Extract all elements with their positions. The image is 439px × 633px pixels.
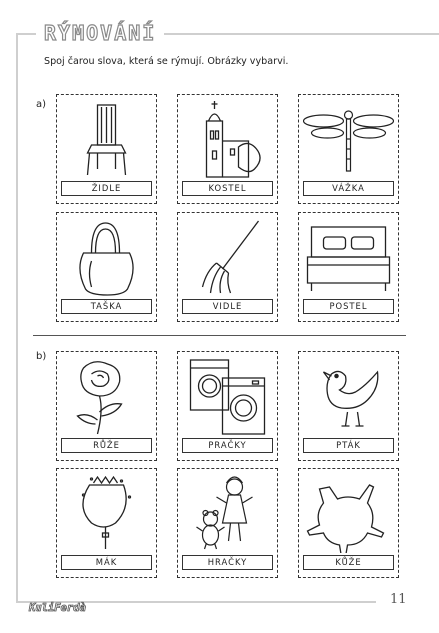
card-postel: [298, 212, 399, 322]
card-taska: [56, 212, 157, 322]
card-kostel: [177, 94, 278, 204]
card-kuze: [298, 468, 399, 578]
card-label: ŽIDLE: [61, 181, 152, 196]
card-label: MÁK: [61, 555, 152, 570]
card-mak: [56, 468, 157, 578]
card-label: PRAČKY: [182, 438, 273, 453]
card-label: POSTEL: [303, 299, 394, 314]
washing-machines-icon: [182, 356, 273, 436]
poppy-icon: [61, 473, 152, 553]
chair-icon: [61, 99, 152, 179]
section-divider: [33, 335, 406, 336]
section-a-label: a): [36, 99, 47, 110]
card-pracky: [177, 351, 278, 461]
card-vidle: [177, 212, 278, 322]
brand-logo: KuliFerdà: [29, 602, 86, 614]
pitchfork-icon: [182, 217, 273, 297]
dragonfly-icon: [303, 99, 394, 179]
church-icon: [182, 99, 273, 179]
toys-icon: [182, 473, 273, 553]
animal-skin-icon: [303, 473, 394, 553]
card-label: KŮŽE: [303, 555, 394, 570]
page-title: RÝMOVÁNÍ: [36, 18, 164, 48]
bird-icon: [303, 356, 394, 436]
card-ruze: [56, 351, 157, 461]
page-number: 11: [390, 592, 407, 607]
card-hracky: [177, 468, 278, 578]
section-b-label: b): [36, 351, 47, 362]
card-vazka: [298, 94, 399, 204]
card-label: VÁŽKA: [303, 181, 394, 196]
card-label: RŮŽE: [61, 438, 152, 453]
card-label: KOSTEL: [182, 181, 273, 196]
card-ptak: [298, 351, 399, 461]
card-zidle: [56, 94, 157, 204]
bed-icon: [303, 217, 394, 297]
card-label: HRAČKY: [182, 555, 273, 570]
bag-icon: [61, 217, 152, 297]
instruction-text: Spoj čarou slova, která se rýmují. Obrázky vybarvi.: [44, 56, 289, 67]
card-label: VIDLE: [182, 299, 273, 314]
card-label: PTÁK: [303, 438, 394, 453]
frame-left-line: [16, 33, 18, 603]
rose-icon: [61, 356, 152, 436]
card-label: TAŠKA: [61, 299, 152, 314]
